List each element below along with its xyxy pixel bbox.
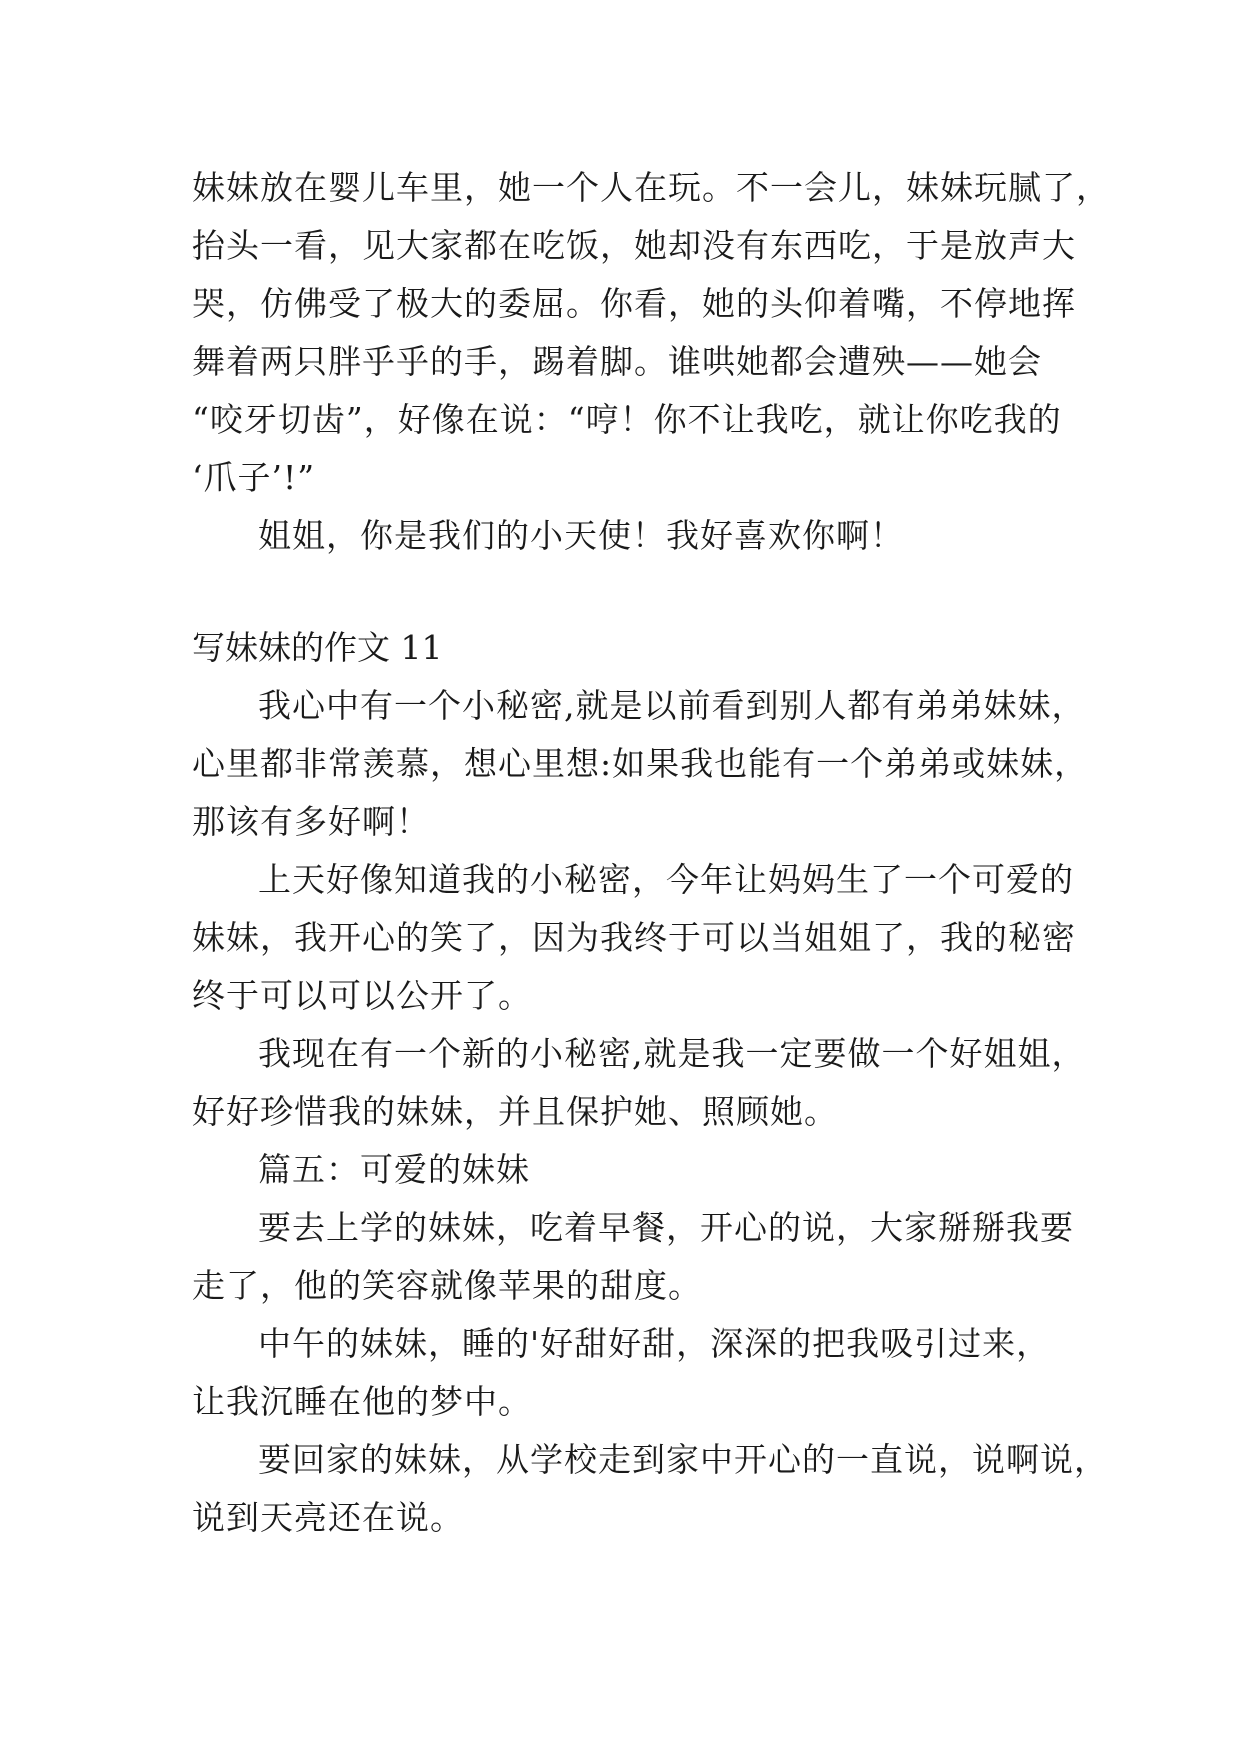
paragraph-line: 要去上学的妹妹，吃着早餐，开心的说，大家掰掰我要 (258, 1208, 1074, 1247)
subheading-line: 篇五：可爱的妹妹 (258, 1150, 530, 1189)
paragraph-line: 妹妹，我开心的笑了，因为我终于可以当姐姐了，我的秘密 (192, 918, 1076, 957)
paragraph-line: 让我沉睡在他的梦中。 (192, 1382, 532, 1421)
paragraph-line: 走了，他的笑容就像苹果的甜度。 (192, 1266, 702, 1305)
paragraph-line: 中午的妹妹，睡的'好甜好甜，深深的把我吸引过来， (258, 1324, 1051, 1363)
paragraph-line: 那该有多好啊！ (192, 802, 430, 841)
paragraph-line: 好好珍惜我的妹妹，并且保护她、照顾她。 (192, 1092, 838, 1131)
paragraph-line: 我心中有一个小秘密,就是以前看到别人都有弟弟妹妹， (258, 686, 1086, 725)
paragraph-line: 抬头一看，见大家都在吃饭，她却没有东西吃，于是放声大 (192, 226, 1076, 265)
paragraph-line: 上天好像知道我的小秘密，今年让妈妈生了一个可爱的 (258, 860, 1074, 899)
section-heading: 写妹妹的作文 11 (192, 628, 443, 667)
paragraph-line: 要回家的妹妹，从学校走到家中开心的一直说，说啊说， (258, 1440, 1108, 1479)
paragraph-line: 哭，仿佛受了极大的委屈。你看，她的头仰着嘴，不停地挥 (192, 284, 1076, 323)
paragraph-line: 终于可以可以公开了。 (192, 976, 532, 1015)
paragraph-line: “咬牙切齿”，好像在说：“哼！你不让我吃，就让你吃我的 (192, 400, 1062, 439)
paragraph-line: 心里都非常羡慕，想心里想:如果我也能有一个弟弟或妹妹， (192, 744, 1089, 783)
paragraph-line: ‘爪子’!” (192, 458, 316, 497)
paragraph-line: 我现在有一个新的小秘密,就是我一定要做一个好姐姐， (258, 1034, 1086, 1073)
paragraph-line: 妹妹放在婴儿车里，她一个人在玩。不一会儿，妹妹玩腻了， (192, 168, 1110, 207)
paragraph-line: 姐姐，你是我们的小天使！我好喜欢你啊！ (258, 516, 904, 555)
paragraph-line: 说到天亮还在说。 (192, 1498, 464, 1537)
paragraph-line: 舞着两只胖乎乎的手，踢着脚。谁哄她都会遭殃——她会 (192, 342, 1042, 381)
